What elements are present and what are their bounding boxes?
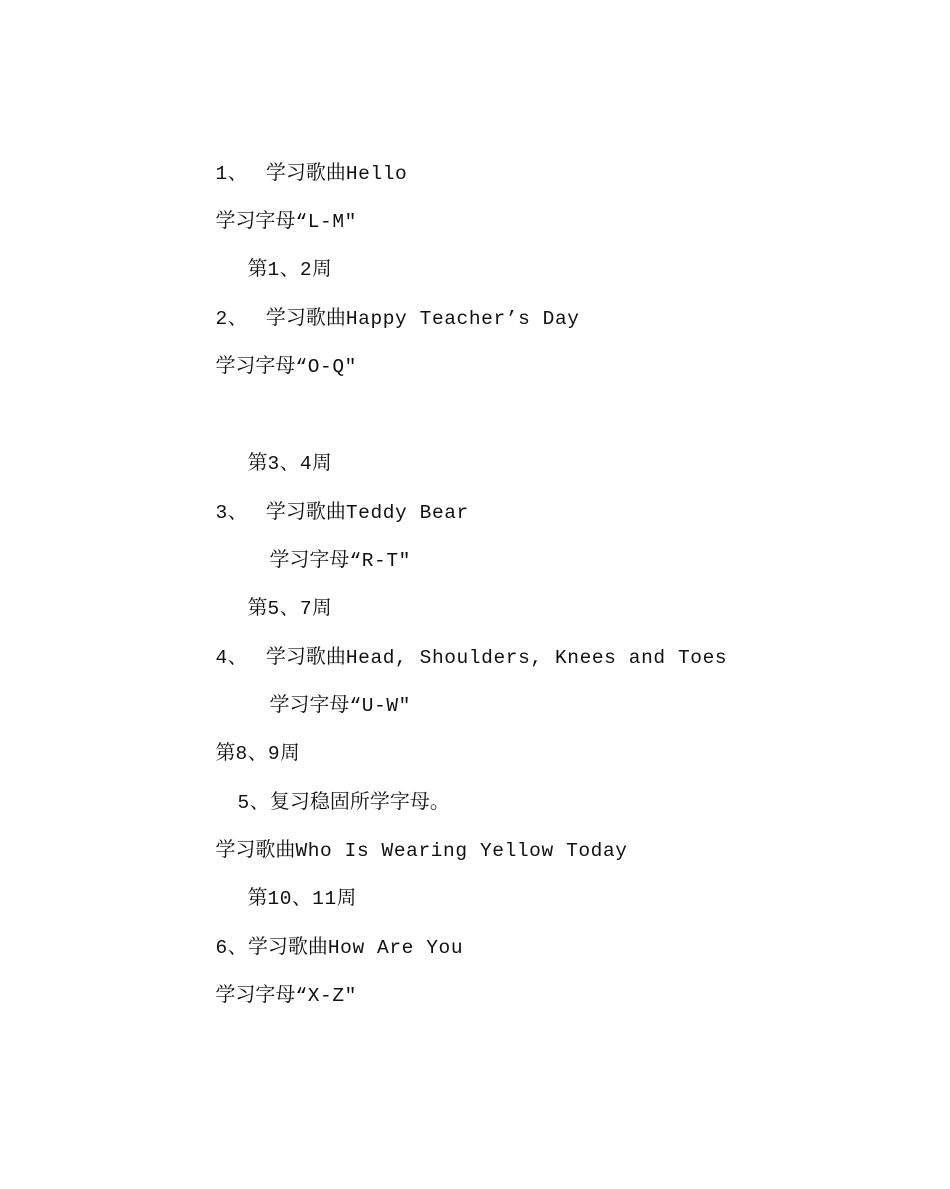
line-5 — [190, 329, 357, 403]
song-title: How Are You — [327, 937, 464, 959]
item-text: 学习字母 — [269, 547, 350, 571]
week-label: 第 — [247, 885, 268, 909]
week-range: 3、4周 — [267, 453, 333, 475]
item-text: 复习稳固所学字母。 — [269, 789, 450, 813]
song-title: Who Is Wearing Yellow Today — [295, 840, 628, 862]
item-text: 学习字母 — [215, 982, 296, 1006]
song-title: Teddy Bear — [345, 502, 469, 524]
item-number: 2、 — [215, 308, 248, 330]
item-number: 1、 — [215, 163, 248, 185]
letter-range: “R-T″ — [349, 550, 411, 572]
letter-range: “O-Q″ — [295, 356, 357, 378]
item-text: 学习歌曲 — [247, 934, 328, 958]
item-text: 学习歌曲 — [265, 305, 346, 329]
letter-range: “X-Z″ — [295, 985, 357, 1007]
item-text: 学习歌曲 — [265, 499, 346, 523]
item-number: 3、 — [215, 502, 248, 524]
song-title: Happy Teacher’s Day — [345, 308, 580, 330]
item-text: 学习字母 — [215, 353, 296, 377]
item-text: 学习歌曲 — [215, 837, 296, 861]
week-range: 1、2周 — [267, 259, 333, 281]
item-number: 5、 — [237, 792, 270, 814]
song-title: Head, Shoulders, Knees and Toes — [345, 647, 728, 669]
letter-range: “U-W″ — [349, 695, 411, 717]
week-range: 8、9周 — [235, 743, 301, 765]
item-text: 学习字母 — [269, 692, 350, 716]
week-label: 第 — [247, 450, 268, 474]
item-number: 4、 — [215, 647, 248, 669]
week-label: 第 — [247, 595, 268, 619]
week-label: 第 — [247, 256, 268, 280]
week-label: 第 — [215, 740, 236, 764]
item-number: 6、 — [215, 937, 248, 959]
week-range: 10、11周 — [267, 888, 357, 910]
week-range: 5、7周 — [267, 598, 333, 620]
line-17 — [190, 958, 357, 1032]
letter-range: “L-M″ — [295, 211, 357, 233]
item-text: 学习歌曲 — [265, 160, 346, 184]
item-text: 学习歌曲 — [265, 644, 346, 668]
song-title: Hello — [345, 163, 408, 185]
item-text: 学习字母 — [215, 208, 296, 232]
